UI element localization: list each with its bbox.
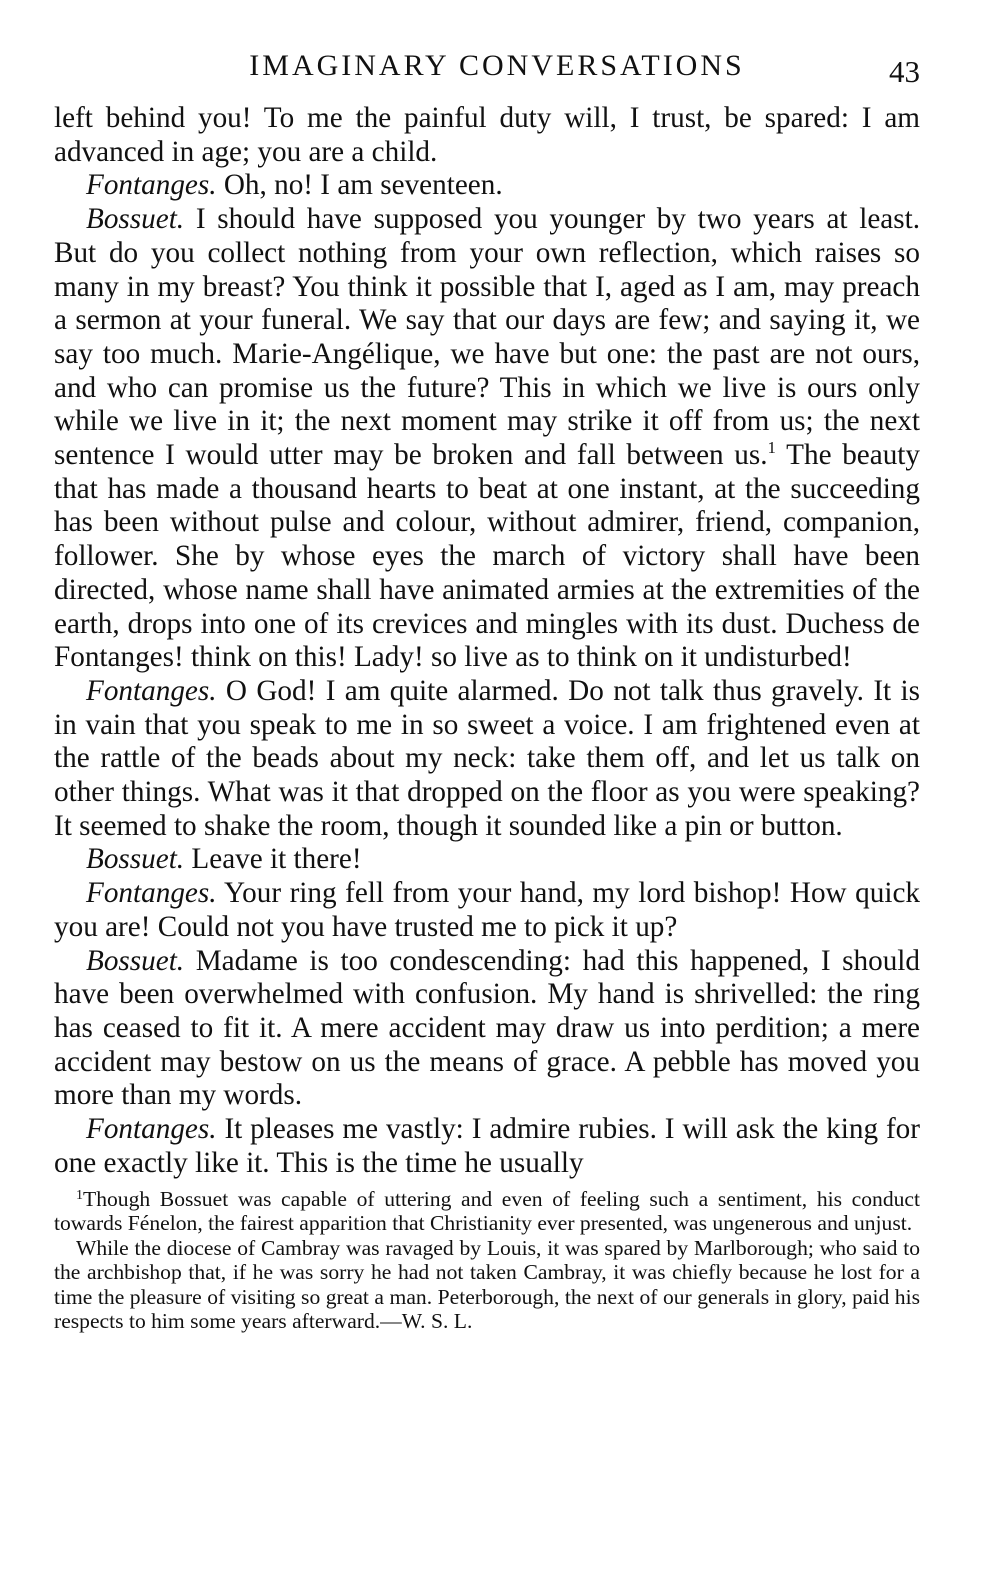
paragraph-text-continued: The beauty that has made a thousand hearts to beat at one instant, at the succeeding has been without pulse and colour, without admirer, friend, companion, follower. She by whose eyes the march of victory shall have been directed, whose name shall have animated armies at the extremities of the earth, drops into one of its crevices and mingles with its dust. Duchess de Fontanges! think on this! Lady! so live as to think on it undisturbed! (54, 439, 920, 674)
paragraph-bossuet (54, 843, 920, 877)
paragraph-text: It pleases me vastly: I admire rubies. I will ask the king for one exactly like it. This is the time he usually (54, 1113, 920, 1179)
paragraph-bossuet (54, 203, 920, 675)
speaker-name: Fontanges. (86, 674, 217, 707)
paragraph-continuation (54, 102, 920, 169)
paragraph-text: left behind you! To me the painful duty will, I trust, be spared: I am advanced in age; you are a child. (54, 102, 920, 168)
speaker-name: Fontanges. (86, 169, 217, 202)
paragraph-fontanges (54, 877, 920, 944)
running-header (54, 44, 920, 102)
speaker-name: Fontanges. (86, 877, 217, 910)
speaker-name: Fontanges. (86, 1113, 217, 1146)
paragraph-text: Madame is too condescending: had this happened, I should have been overwhelmed with confusion. My hand is shrivelled: the ring has ceased to fit it. A mere accident may draw us into perdition; a mere accident may bestow on us the means of grace. A pebble has moved you more than my words. (54, 944, 920, 1112)
book-page (54, 44, 920, 1334)
footnote-text: Though Bossuet was capable of uttering and even of feeling such a sentiment, his conduct towards Fénelon, the fairest apparition that Christianity ever presented, was ungenerous and unjust. (54, 1186, 920, 1235)
footnote-mark: 1 (76, 1187, 83, 1203)
paragraph-text: I should have supposed you younger by two years at least. But do you collect nothing from your own reflection, which raises so many in my breast? You think it possible that I, aged as I am, may preach a sermon at your funeral. We say that our days are few; and saying it, we say too much. Marie-Angélique, we have but one: the past are not ours, and who can promise us the future? This in which we live is ours only while we live in it; the next moment may strike it off from us; the next sentence I would utter may be broken and fall between us. (54, 203, 920, 472)
paragraph-text: O God! I am quite alarmed. Do not talk thus gravely. It is in vain that you speak to me in so sweet a voice. I am frightened even at the rattle of the beads about my neck: take them off, and let us talk on other things. What was it that dropped on the floor as you were speaking? It seemed to shake the room, though it sounded like a pin or button. (54, 674, 920, 842)
speaker-name: Bossuet. (86, 843, 185, 876)
footnote-continuation (54, 1236, 920, 1334)
speaker-name: Bossuet. (86, 944, 185, 977)
paragraph-text: Oh, no! I am seventeen. (216, 169, 503, 202)
body-text (54, 102, 920, 1181)
footnote-text: While the diocese of Cambray was ravaged by Louis, it was spared by Marlborough; who said to the archbishop that, if he was sorry he had not taken Cambray, it was chiefly because he lost for a time the pleasure of visiting so great a man. Peterborough, the next of our generals in glory, paid his respects to him some years afterward.—W. S. L. (54, 1235, 920, 1333)
paragraph-fontanges (54, 1113, 920, 1180)
paragraph-text: Leave it there! (184, 843, 362, 876)
footnote-reference: 1 (767, 438, 777, 458)
paragraph-fontanges (54, 675, 920, 844)
footnotes (54, 1187, 920, 1334)
footnote (54, 1187, 920, 1236)
page-number: 43 (889, 54, 920, 89)
running-title: IMAGINARY CONVERSATIONS (249, 49, 745, 82)
paragraph-bossuet (54, 945, 920, 1114)
speaker-name: Bossuet. (86, 203, 185, 236)
paragraph-fontanges (54, 169, 920, 203)
paragraph-text: Your ring fell from your hand, my lord bishop! How quick you are! Could not you have trusted me to pick it up? (54, 877, 920, 943)
